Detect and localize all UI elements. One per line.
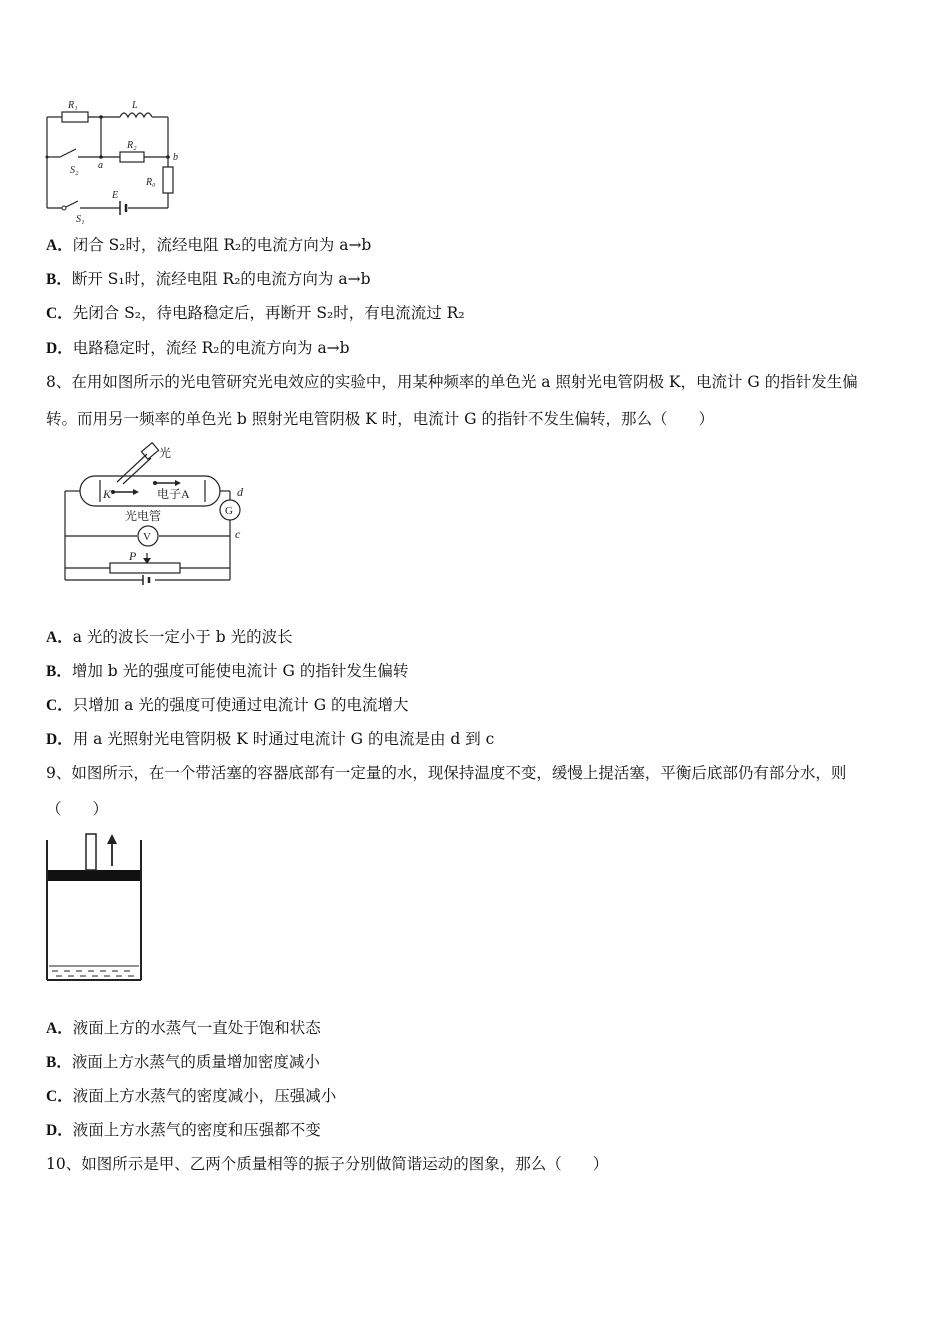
q8-label-p: P <box>129 549 137 563</box>
q9-piston-rod <box>86 834 96 870</box>
q7-label-r2: R₂ <box>127 140 137 151</box>
q8-label-g: G <box>225 505 233 517</box>
q10-stem: 10、如图所示是甲、乙两个质量相等的振子分别做简谐运动的图象，那么（ ） <box>46 1155 609 1173</box>
q7-option-d: D．电路稳定时，流经 R₂的电流方向为 a→b <box>46 339 350 357</box>
q7-option-a: A．闭合 S₂时，流经电阻 R₂的电流方向为 a→b <box>46 236 372 254</box>
q9-stem-line1: 9、如图所示，在一个带活塞的容器底部有一定量的水，现保持温度不变，缓慢上提活塞，平衡后底部仍有部分水，则 <box>46 764 847 782</box>
q9-piston-container-figure <box>40 830 150 990</box>
q8-option-b: B．增加 b 光的强度可能使电流计 G 的指针发生偏转 <box>46 662 409 680</box>
q8-option-a: A．a 光的波长一定小于 b 光的波长 <box>46 628 293 646</box>
q8-tube <box>80 476 220 506</box>
q9-option-b: B．液面上方水蒸气的质量增加密度减小 <box>46 1053 320 1071</box>
q7-inductor <box>120 113 152 117</box>
q8-label-d: d <box>237 485 243 499</box>
q8-stem-line1: 8、在用如图所示的光电管研究光电效应的实验中，用某种频率的单色光 a 照射光电管阴极 K，电流计 G 的指针发生偏 <box>46 373 858 391</box>
q8-option-c: C．只增加 a 光的强度可使通过电流计 G 的电流增大 <box>46 696 409 714</box>
q8-label-tube: 光电管 <box>125 509 162 523</box>
q9-option-d: D．液面上方水蒸气的密度和压强都不变 <box>46 1121 321 1139</box>
q9-up-arrow <box>107 834 117 866</box>
q8-stem-line2: 转。而用另一频率的单色光 b 照射光电管阴极 K 时，电流计 G 的指针不发生偏转，那么（ ） <box>46 410 714 428</box>
q7-switch-s2 <box>60 149 76 157</box>
q7-label-a: a <box>98 160 103 171</box>
q9-water <box>49 966 139 976</box>
q7-label-b: b <box>173 152 178 163</box>
q7-option-c: C．先闭合 S₂，待电路稳定后，再断开 S₂时，有电流流过 R₂ <box>46 304 465 322</box>
q8-rheostat <box>110 563 180 573</box>
q8-label-c: c <box>235 527 241 541</box>
q8-label-light: 光 <box>159 446 172 460</box>
q7-label-s2: S₂ <box>70 165 79 176</box>
q7-label-r0: R₀ <box>146 177 156 188</box>
q7-r1-resistor <box>62 112 88 122</box>
q7-label-l: L <box>132 100 138 111</box>
q7-circuit-figure <box>40 95 190 225</box>
q9-stem-line2: （ ） <box>46 800 109 818</box>
q8-option-d: D．用 a 光照射光电管阴极 K 时通过电流计 G 的电流是由 d 到 c <box>46 730 495 748</box>
q7-r0-resistor <box>163 167 173 193</box>
q8-label-electron: 电子A <box>157 487 190 501</box>
q7-label-r1: R₁ <box>68 100 78 111</box>
q9-piston <box>48 870 140 881</box>
q7-label-e: E <box>112 190 119 201</box>
q7-label-s1: S₁ <box>76 214 85 225</box>
q9-option-a: A．液面上方的水蒸气一直处于饱和状态 <box>46 1019 321 1037</box>
q8-label-v: V <box>143 531 151 543</box>
q7-r2-resistor <box>120 152 144 162</box>
q8-light-beam <box>117 454 147 482</box>
q8-phototube-figure <box>55 440 255 600</box>
q7-option-b: B．断开 S₁时，流经电阻 R₂的电流方向为 a→b <box>46 270 371 288</box>
q9-option-c: C．液面上方水蒸气的密度减小，压强减小 <box>46 1087 337 1105</box>
q8-label-k: K <box>103 487 112 501</box>
